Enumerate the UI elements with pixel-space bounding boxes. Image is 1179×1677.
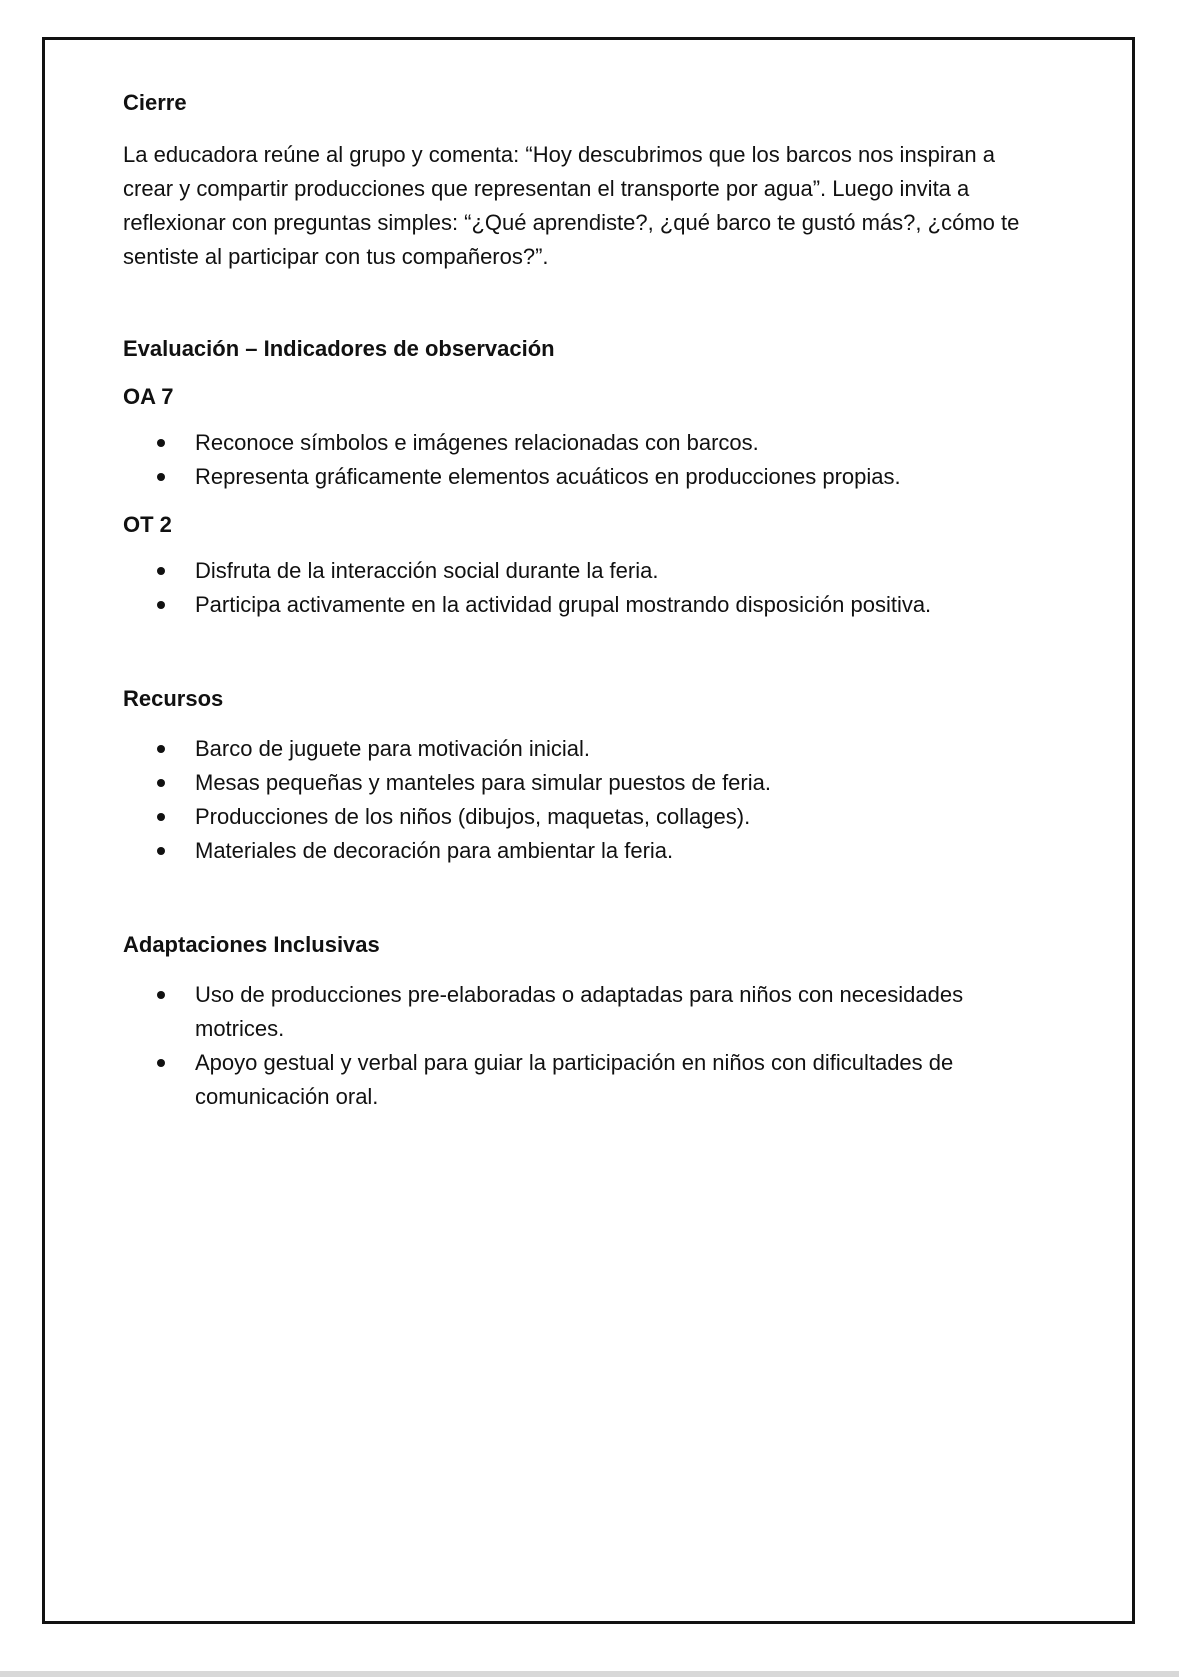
- cierre-paragraph: La educadora reúne al grupo y comenta: “Hoy descubrimos que los barcos nos inspiran a crear y compartir producciones que representan el transporte por agua”. Luego invita a reflexionar con preguntas simples: “¿Qué aprendiste?, ¿qué barco te gustó más?, ¿cómo te sentiste al participar con tus compañeros?”.: [123, 142, 1020, 269]
- section-recursos: [123, 684, 1023, 868]
- list-ot2: [123, 554, 1023, 622]
- list-item-text: Apoyo gestual y verbal para guiar la participación en niños con dificultades de comunicación oral.: [195, 1050, 954, 1109]
- section-adaptaciones: [123, 930, 1023, 1114]
- document-content: [123, 88, 1023, 1114]
- list-item: [123, 978, 1023, 1046]
- bullet-icon: [157, 813, 165, 821]
- bullet-icon: [157, 1059, 165, 1067]
- bullet-icon: [157, 847, 165, 855]
- heading-adaptaciones: Adaptaciones Inclusivas: [123, 932, 380, 957]
- bullet-icon: [157, 991, 165, 999]
- list-item: [123, 460, 1023, 494]
- list-item-text: Participa activamente en la actividad grupal mostrando disposición positiva.: [195, 592, 932, 617]
- bullet-icon: [157, 473, 165, 481]
- heading-recursos: Recursos: [123, 686, 224, 711]
- heading-evaluacion: Evaluación – Indicadores de observación: [123, 336, 555, 361]
- bullet-icon: [157, 601, 165, 609]
- list-item-text: Barco de juguete para motivación inicial.: [195, 736, 591, 761]
- list-item-text: Producciones de los niños (dibujos, maquetas, collages).: [195, 804, 751, 829]
- list-item: [123, 588, 1023, 622]
- list-item-text: Reconoce símbolos e imágenes relacionadas con barcos.: [195, 430, 759, 455]
- list-item: [123, 732, 1023, 766]
- label-oa7: OA 7: [123, 384, 174, 409]
- list-item: [123, 554, 1023, 588]
- bullet-icon: [157, 745, 165, 753]
- list-item: [123, 766, 1023, 800]
- list-item: [123, 1046, 1023, 1114]
- section-cierre: [123, 88, 1023, 274]
- list-item-text: Uso de producciones pre-elaboradas o adaptadas para niños con necesidades motrices.: [195, 982, 964, 1041]
- list-adaptaciones: [123, 978, 1023, 1114]
- bullet-icon: [157, 439, 165, 447]
- bullet-icon: [157, 779, 165, 787]
- section-evaluacion: [123, 334, 1023, 622]
- list-item-text: Materiales de decoración para ambientar la feria.: [195, 838, 674, 863]
- heading-cierre: Cierre: [123, 90, 187, 115]
- viewer-bottom-scrollbar: [0, 1671, 1179, 1677]
- label-ot2: OT 2: [123, 512, 172, 537]
- list-item: [123, 834, 1023, 868]
- list-item: [123, 426, 1023, 460]
- list-recursos: [123, 732, 1023, 868]
- list-item-text: Mesas pequeñas y manteles para simular puestos de feria.: [195, 770, 771, 795]
- bullet-icon: [157, 567, 165, 575]
- list-item: [123, 800, 1023, 834]
- list-item-text: Representa gráficamente elementos acuáticos en producciones propias.: [195, 464, 901, 489]
- list-item-text: Disfruta de la interacción social durante la feria.: [195, 558, 659, 583]
- list-oa7: [123, 426, 1023, 494]
